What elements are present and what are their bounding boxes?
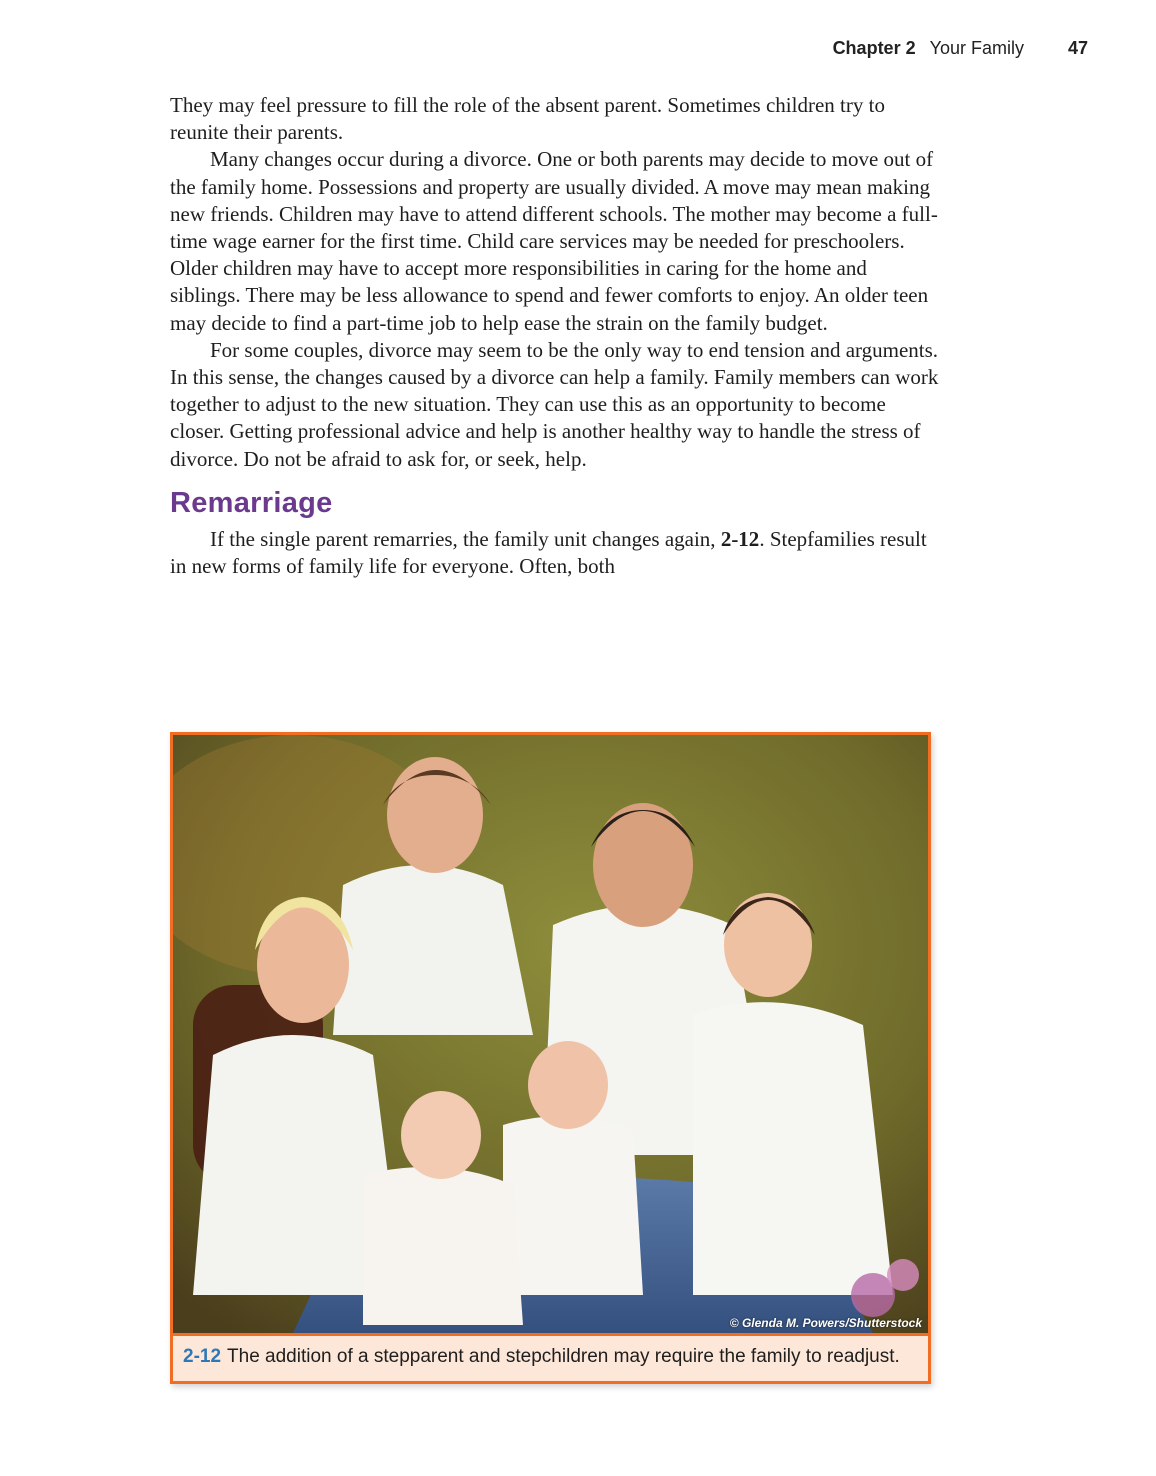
page-number: 47 (1067, 38, 1088, 58)
paragraph-1: They may feel pressure to fill the role of the absent parent. Sometimes children try to reunite their parents. (170, 93, 885, 145)
figure-number: 2-12 (183, 1346, 222, 1367)
figure-reference: 2-12 (720, 526, 760, 551)
paragraph-3: For some couples, divorce may seem to be the only way to end tension and arguments. In this sense, the changes caused by a divorce can help a family. Family members can work together to adjust to the new situation. They can use this as an opportunity to become closer. Getting professional advice and help is another healthy way to handle the stress of divorce. Do not be afraid to ask for, or seek, help. (170, 337, 939, 471)
paragraph-2: Many changes occur during a divorce. One or both parents may decide to move out of the family home. Possessions and property are usually divided. A move may mean making new friends. Children may have to attend different schools. The mother may become a full-time wage earner for the first time. Child care services may be needed for preschoolers. Older children may have to accept more responsibilities in caring for the home and siblings. There may be less allowance to spend and fewer comforts to enjoy. An older teen may decide to find a part-time job to help ease the strain on the family budget. (170, 147, 938, 335)
figure-caption (173, 1333, 928, 1381)
body-text (170, 92, 940, 580)
paragraph-4-text-end: . Stepfamilies result in new forms of family life for everyone. Often, both (170, 526, 927, 579)
chapter-label: Chapter 2 (832, 38, 916, 58)
family-photo-illustration (173, 735, 928, 1333)
chapter-title: Your Family (929, 38, 1024, 58)
family-photo (173, 735, 928, 1333)
photo-credit: © Glenda M. Powers/Shutterstock (729, 1316, 922, 1330)
figure-2-12 (170, 732, 931, 1384)
caption-text: The addition of a stepparent and stepchildren may require the family to readjust. (227, 1346, 900, 1367)
paragraph-4-text-start: If the single parent remarries, the family unit changes again, (210, 526, 721, 551)
paragraph-4 (170, 526, 940, 580)
running-head (0, 38, 1088, 59)
section-heading: Remarriage (170, 486, 333, 519)
